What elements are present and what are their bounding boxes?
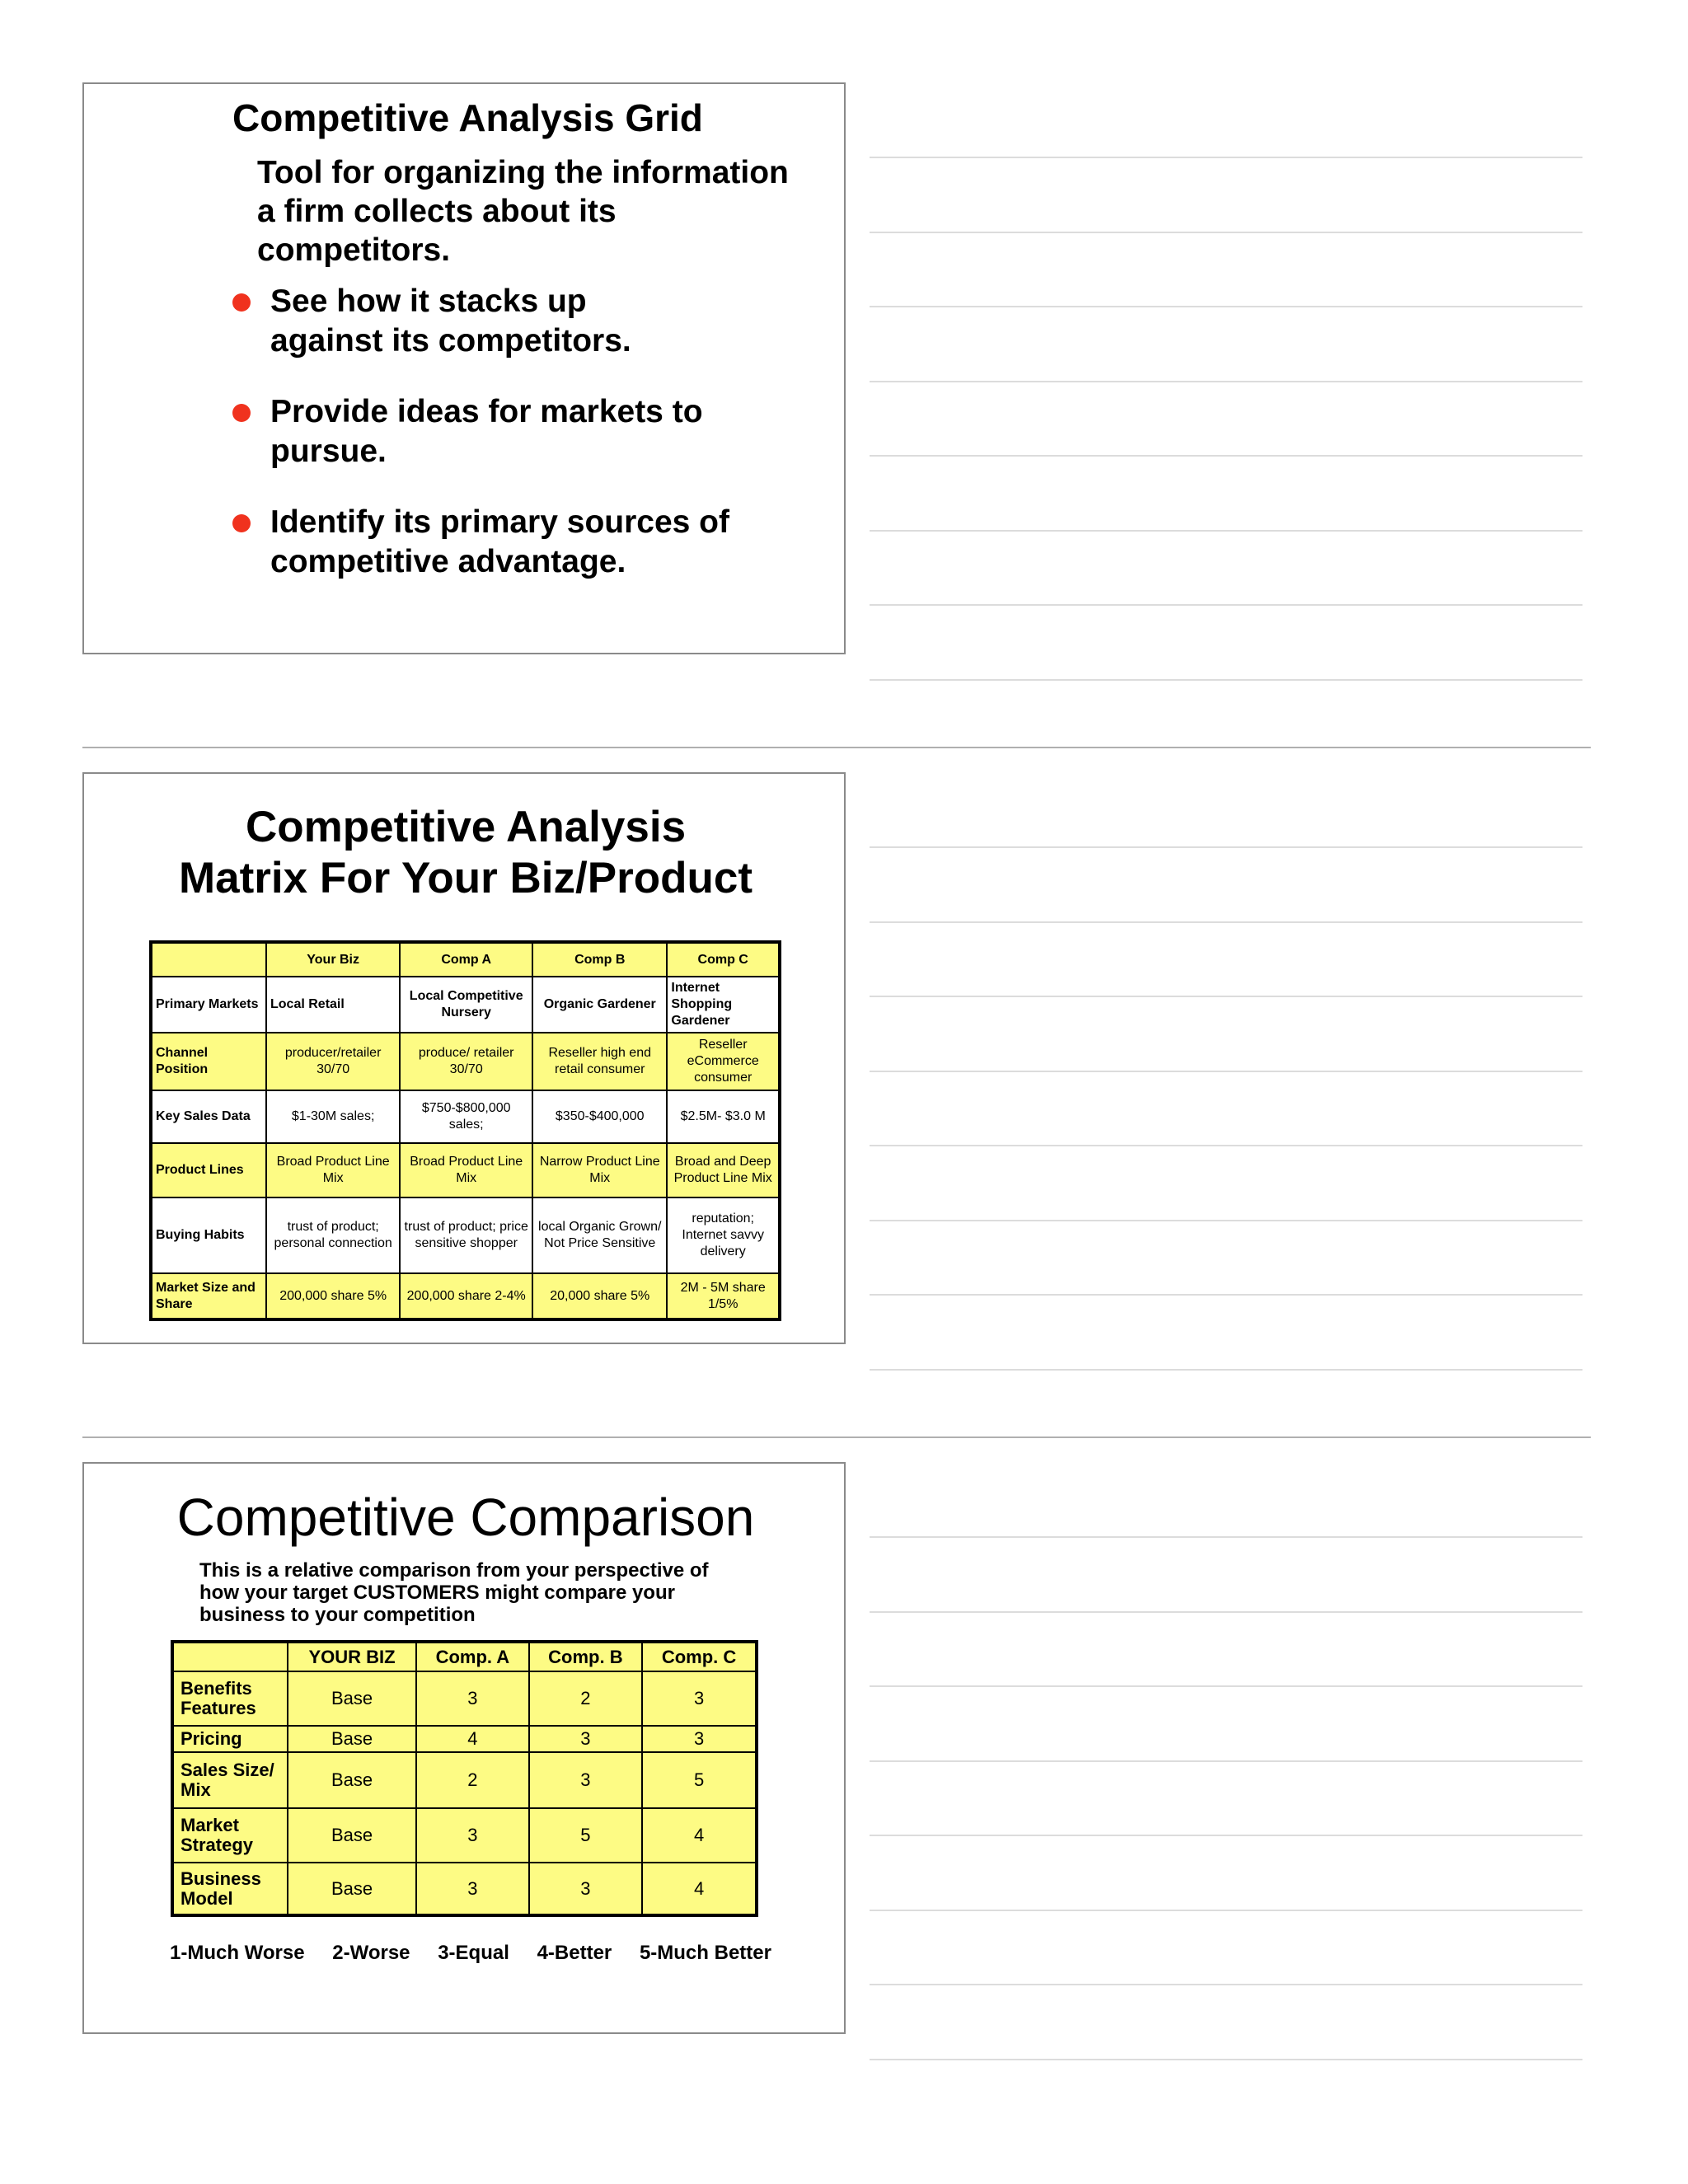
- note-line: [870, 1910, 1582, 1911]
- legend-item: 4-Better: [537, 1942, 612, 1964]
- table-cell: 5: [642, 1752, 757, 1808]
- row-header: Pricing: [172, 1726, 288, 1752]
- header-cell: Your Biz: [266, 942, 400, 977]
- row-header: Business Model: [172, 1863, 288, 1915]
- row-header: Benefits Features: [172, 1671, 288, 1726]
- note-line: [870, 1536, 1582, 1538]
- table-cell: Base: [288, 1863, 416, 1915]
- note-line: [870, 1611, 1582, 1613]
- header-cell: YOUR BIZ: [288, 1642, 416, 1671]
- header-cell: Comp. A: [416, 1642, 528, 1671]
- table-cell: Broad Product Line Mix: [400, 1143, 532, 1197]
- legend-item: 2-Worse: [332, 1942, 410, 1964]
- legend-item: 1-Much Worse: [170, 1942, 305, 1964]
- table-cell: 2: [416, 1752, 528, 1808]
- table-header-row: [151, 942, 780, 977]
- table-cell: Base: [288, 1752, 416, 1808]
- row-header: Primary Markets: [151, 977, 266, 1033]
- table-cell: Reseller high end retail consumer: [532, 1033, 667, 1090]
- slide-title: [84, 802, 847, 904]
- table-cell: 3: [416, 1863, 528, 1915]
- table-cell: local Organic Grown/ Not Price Sensitive: [532, 1197, 667, 1273]
- table-cell: produce/ retailer 30/70: [400, 1033, 532, 1090]
- note-line: [870, 2059, 1582, 2060]
- table-cell: 4: [642, 1863, 757, 1915]
- note-line: [870, 455, 1582, 457]
- slide-competitive-comparison: [82, 1462, 846, 2034]
- competitive-matrix-table: [149, 940, 781, 1321]
- table-cell: Base: [288, 1808, 416, 1863]
- bullet-text: See how it stacks up against its competitors.: [270, 284, 631, 359]
- table-row: [172, 1808, 757, 1863]
- slide-competitive-analysis-matrix: [82, 772, 846, 1344]
- table-cell: $1-30M sales;: [266, 1090, 400, 1143]
- bullet-dot-icon: [232, 404, 251, 422]
- table-cell: 4: [642, 1808, 757, 1863]
- table-cell: Broad and Deep Product Line Mix: [667, 1143, 780, 1197]
- header-cell: [172, 1642, 288, 1671]
- bullet-text: Provide ideas for markets to pursue.: [270, 394, 703, 469]
- table-cell: 200,000 share 2-4%: [400, 1273, 532, 1319]
- table-row: [151, 1273, 780, 1319]
- legend-item: 3-Equal: [438, 1942, 509, 1964]
- row-header: Key Sales Data: [151, 1090, 266, 1143]
- note-line: [870, 996, 1582, 997]
- table-cell: 3: [642, 1726, 757, 1752]
- table-row: [151, 977, 780, 1033]
- table-row: [172, 1752, 757, 1808]
- rating-legend: [170, 1942, 771, 1965]
- table-cell: 3: [416, 1671, 528, 1726]
- table-cell: trust of product; personal connection: [266, 1197, 400, 1273]
- table-row: [151, 1143, 780, 1197]
- note-line: [870, 1760, 1582, 1762]
- table-row: [151, 1033, 780, 1090]
- note-line: [870, 1984, 1582, 1985]
- page-divider: [82, 1436, 1591, 1438]
- bullet-dot-icon: [232, 514, 251, 532]
- note-line: [870, 1835, 1582, 1836]
- table-cell: Internet Shopping Gardener: [667, 977, 780, 1033]
- table-cell: 3: [529, 1726, 643, 1752]
- table-cell: Local Retail: [266, 977, 400, 1033]
- table-cell: Base: [288, 1671, 416, 1726]
- title-line: Matrix For Your Biz/Product: [179, 854, 753, 902]
- table-row: [151, 1197, 780, 1273]
- header-cell: Comp. B: [529, 1642, 643, 1671]
- table-row: [172, 1671, 757, 1726]
- note-line: [870, 604, 1582, 606]
- table-cell: 2: [529, 1671, 643, 1726]
- bullet-item: [232, 503, 809, 582]
- bullet-text: Identify its primary sources of competitive advantage.: [270, 504, 729, 579]
- note-line: [870, 1685, 1582, 1687]
- table-cell: 4: [416, 1726, 528, 1752]
- table-cell: Broad Product Line Mix: [266, 1143, 400, 1197]
- note-line: [870, 1220, 1582, 1221]
- note-line: [870, 1071, 1582, 1072]
- note-line: [870, 306, 1582, 307]
- table-row: [172, 1726, 757, 1752]
- table-cell: $750-$800,000 sales;: [400, 1090, 532, 1143]
- table-cell: 3: [416, 1808, 528, 1863]
- row-header: Product Lines: [151, 1143, 266, 1197]
- table-cell: 200,000 share 5%: [266, 1273, 400, 1319]
- slide-title: Competitive Comparison: [176, 1488, 755, 1547]
- table-cell: Local Competitive Nursery: [400, 977, 532, 1033]
- bullet-item: [232, 392, 809, 471]
- note-line: [870, 381, 1582, 382]
- title-line: Competitive Analysis: [245, 803, 687, 851]
- table-header-row: [172, 1642, 757, 1671]
- table-cell: Narrow Product Line Mix: [532, 1143, 667, 1197]
- slide-competitive-analysis-grid: [82, 82, 846, 654]
- note-line: [870, 157, 1582, 158]
- table-cell: reputation; Internet savvy delivery: [667, 1197, 780, 1273]
- header-cell: Comp B: [532, 942, 667, 977]
- note-line: [870, 921, 1582, 923]
- page-divider: [82, 747, 1591, 748]
- bullet-dot-icon: [232, 293, 251, 312]
- table-cell: 3: [529, 1752, 643, 1808]
- table-cell: 3: [642, 1671, 757, 1726]
- table-cell: trust of product; price sensitive shopper: [400, 1197, 532, 1273]
- note-line: [870, 530, 1582, 532]
- table-cell: Base: [288, 1726, 416, 1752]
- table-cell: 5: [529, 1808, 643, 1863]
- table-cell: Organic Gardener: [532, 977, 667, 1033]
- note-line: [870, 1369, 1582, 1371]
- bullet-item: [232, 282, 809, 361]
- row-header: Buying Habits: [151, 1197, 266, 1273]
- note-line: [870, 1294, 1582, 1296]
- table-row: [151, 1090, 780, 1143]
- table-cell: 2M - 5M share 1/5%: [667, 1273, 780, 1319]
- note-line: [870, 846, 1582, 848]
- table-cell: Reseller eCommerce consumer: [667, 1033, 780, 1090]
- note-line: [870, 232, 1582, 233]
- header-cell: Comp. C: [642, 1642, 757, 1671]
- header-cell: Comp C: [667, 942, 780, 977]
- table-cell: $350-$400,000: [532, 1090, 667, 1143]
- table-row: [172, 1863, 757, 1915]
- legend-item: 5-Much Better: [639, 1942, 771, 1964]
- row-header: Market Strategy: [172, 1808, 288, 1863]
- table-cell: producer/retailer 30/70: [266, 1033, 400, 1090]
- table-cell: $2.5M- $3.0 M: [667, 1090, 780, 1143]
- row-header: Sales Size/ Mix: [172, 1752, 288, 1808]
- competitive-comparison-table: [171, 1640, 758, 1917]
- row-header: Market Size and Share: [151, 1273, 266, 1319]
- slide-title: Competitive Analysis Grid: [232, 96, 703, 139]
- note-line: [870, 679, 1582, 681]
- table-cell: 20,000 share 5%: [532, 1273, 667, 1319]
- row-header: Channel Position: [151, 1033, 266, 1090]
- header-cell: Comp A: [400, 942, 532, 977]
- slide-intro-text: Tool for organizing the information a firm collects about its competitors.: [257, 155, 789, 268]
- header-cell: [151, 942, 266, 977]
- note-line: [870, 1145, 1582, 1146]
- slide-subtitle: This is a relative comparison from your perspective of how your target CUSTOMERS might compare your business to your competition: [199, 1559, 709, 1626]
- table-cell: 3: [529, 1863, 643, 1915]
